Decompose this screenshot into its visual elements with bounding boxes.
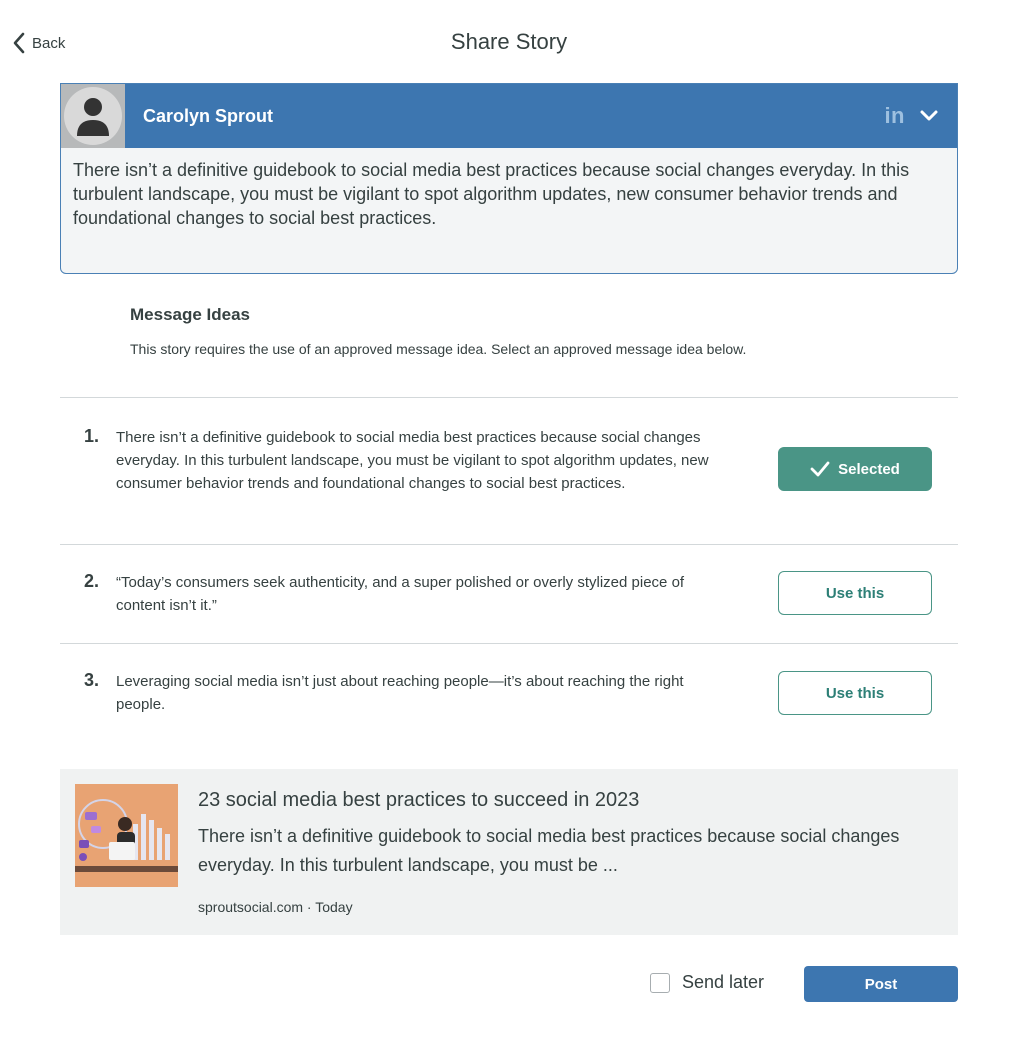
- avatar: [61, 84, 125, 148]
- selected-button-label: Selected: [838, 460, 900, 478]
- selected-button[interactable]: [778, 447, 932, 491]
- send-later-checkbox[interactable]: [650, 973, 670, 993]
- use-this-button[interactable]: [778, 671, 932, 715]
- preview-source: sproutsocial.com · Today: [198, 899, 353, 915]
- message-idea-1: [60, 398, 958, 544]
- preview-title: 23 social media best practices to succeed in 2023: [198, 789, 640, 811]
- idea-text: There isn’t a definitive guidebook to social media best practices because social changes everyday. In this turbulent landscape, you must be vigilant to spot algorithm updates, new consumer behavior trends and foundational changes to social best practices.: [116, 429, 709, 492]
- article-illustration: [75, 784, 178, 887]
- idea-number: 3.: [84, 670, 100, 690]
- user-icon: [73, 94, 113, 138]
- idea-number: 2.: [84, 571, 100, 591]
- use-this-button-label: Use this: [825, 684, 885, 702]
- composer-header: [61, 84, 957, 148]
- checkmark-icon: [810, 461, 830, 477]
- idea-text: Leveraging social media isn’t just about reaching people—it’s about reaching the right people.: [116, 673, 684, 713]
- message-ideas-subtitle: This story requires the use of an approved message idea. Select an approved message idea below.: [130, 341, 747, 357]
- network-selector: [884, 84, 939, 148]
- send-later-toggle[interactable]: [650, 972, 764, 993]
- idea-text: “Today’s consumers seek authenticity, and a super polished or overly stylized piece of content isn’t it.”: [116, 574, 685, 614]
- preview-thumbnail: [75, 784, 178, 887]
- message-idea-2: [60, 545, 958, 643]
- chevron-down-icon: [919, 109, 939, 123]
- message-ideas-title: Message Ideas: [130, 305, 251, 324]
- back-label: Back: [32, 34, 66, 52]
- page-title: Share Story: [450, 29, 568, 54]
- use-this-button-label: Use this: [825, 584, 885, 602]
- message-idea-3: [60, 644, 958, 744]
- post-button[interactable]: Post: [804, 966, 958, 1002]
- account-dropdown-button[interactable]: [919, 109, 939, 123]
- send-later-label: Send later: [682, 972, 765, 992]
- composer: [60, 83, 958, 274]
- link-preview[interactable]: [60, 769, 958, 935]
- use-this-button[interactable]: [778, 571, 932, 615]
- account-name: Carolyn Sprout: [143, 105, 274, 126]
- idea-number: 1.: [84, 426, 100, 446]
- avatar-circle: [64, 87, 122, 145]
- preview-description: There isn’t a definitive guidebook to social media best practices because social changes everyday. In this turbulent landscape, you must be ...: [198, 826, 900, 875]
- linkedin-icon: in: [884, 103, 905, 128]
- message-textarea[interactable]: There isn’t a definitive guidebook to social media best practices because social changes everyday. In this turbulent landscape, you must be vigilant to spot algorithm updates, new consumer behavior trends and foundational changes to social best practices.: [73, 160, 910, 228]
